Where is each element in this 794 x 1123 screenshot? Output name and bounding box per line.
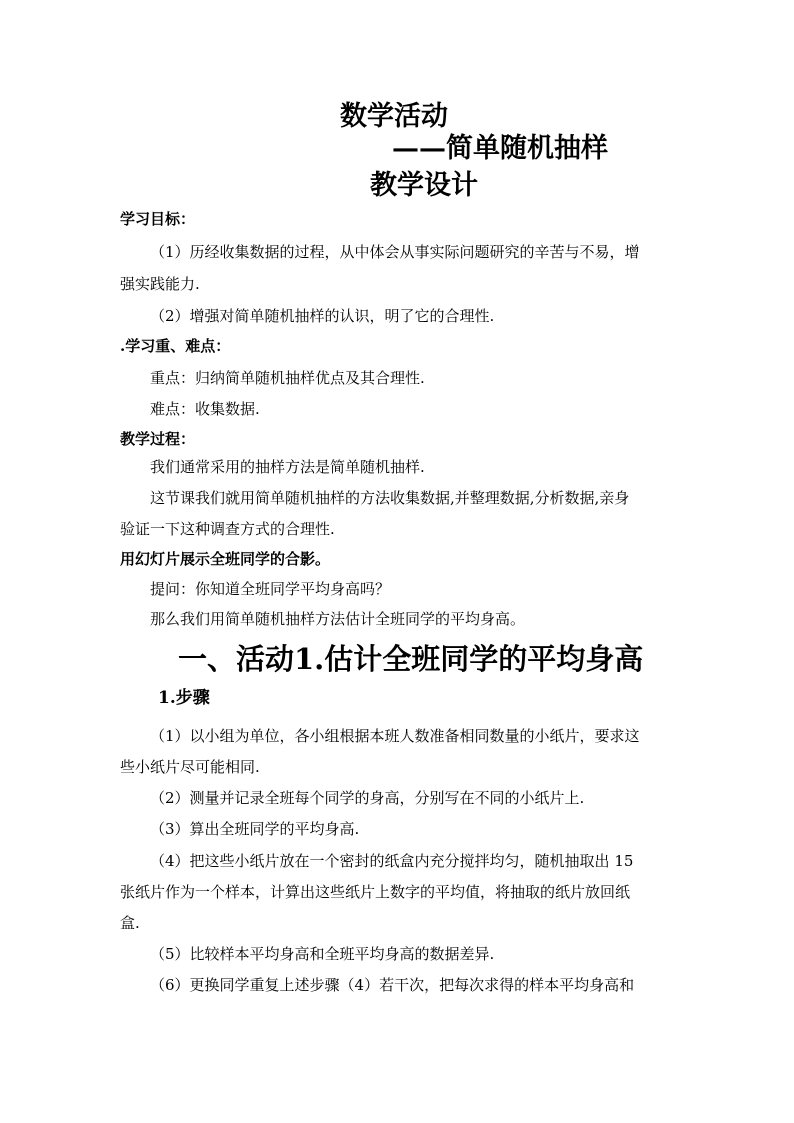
step-4-line-2: 张纸片作为一个样本，计算出这些纸片上数字的平均值，将抽取的纸片放回纸 [120,883,631,901]
step-4-line-1: （4）把这些小纸片放在一个密封的纸盒内充分搅拌均匀，随机抽取出 15 [150,852,634,870]
activity-heading: 一、活动1.估计全班同学的平均身高 [178,642,644,676]
process-paragraph-2-line-2: 验证一下这种调查方式的合理性. [120,520,335,538]
title-line-2: ——简单随机抽样 [392,133,608,164]
step-1-line-2: 些小纸片尽可能相同. [120,758,260,776]
step-4-line-3: 盒. [120,914,140,932]
process-heading: 教学过程： [120,430,196,448]
step-6: （6）更换同学重复上述步骤（4）若干次，把每次求得的样本平均身高和 [150,976,635,994]
process-paragraph-1: 我们通常采用的抽样方法是简单随机抽样. [150,458,425,476]
objective-1-line-2: 强实践能力. [120,275,200,293]
objective-1-line-1: （1）历经收集数据的过程，从中体会从事实际问题研究的辛苦与不易，增 [150,243,640,261]
step-1-line-1: （1）以小组为单位，各小组根据本班人数准备相同数量的小纸片，要求这 [150,727,640,745]
question-line: 提问：你知道全班同学平均身高吗？ [150,580,391,598]
step-2: （2）测量并记录全班每个同学的身高，分别写在不同的小纸片上. [150,789,585,807]
objective-2: （2）增强对简单随机抽样的认识，明了它的合理性. [150,307,495,325]
steps-heading: 1.步骤 [158,688,210,708]
step-3: （3）算出全班同学的平均身高. [150,820,360,838]
title-line-3: 教学设计 [370,170,478,201]
slides-note: 用幻灯片展示全班同学的合影。 [120,550,331,568]
key-points-heading: .学习重、难点： [120,337,231,355]
difficulty-point: 难点：收集数据. [150,400,260,418]
focus-point: 重点：归纳简单随机抽样优点及其合理性. [150,369,425,387]
transition-line: 那么我们用简单随机抽样方法估计全班同学的平均身高。 [150,610,526,628]
step-5: （5）比较样本平均身高和全班平均身高的数据差异. [150,945,495,963]
process-paragraph-2-line-1: 这节课我们就用简单随机抽样的方法收集数据,并整理数据,分析数据,亲身 [150,489,630,507]
title-line-1: 数学活动 [340,101,448,132]
objectives-heading: 学习目标： [120,210,196,228]
